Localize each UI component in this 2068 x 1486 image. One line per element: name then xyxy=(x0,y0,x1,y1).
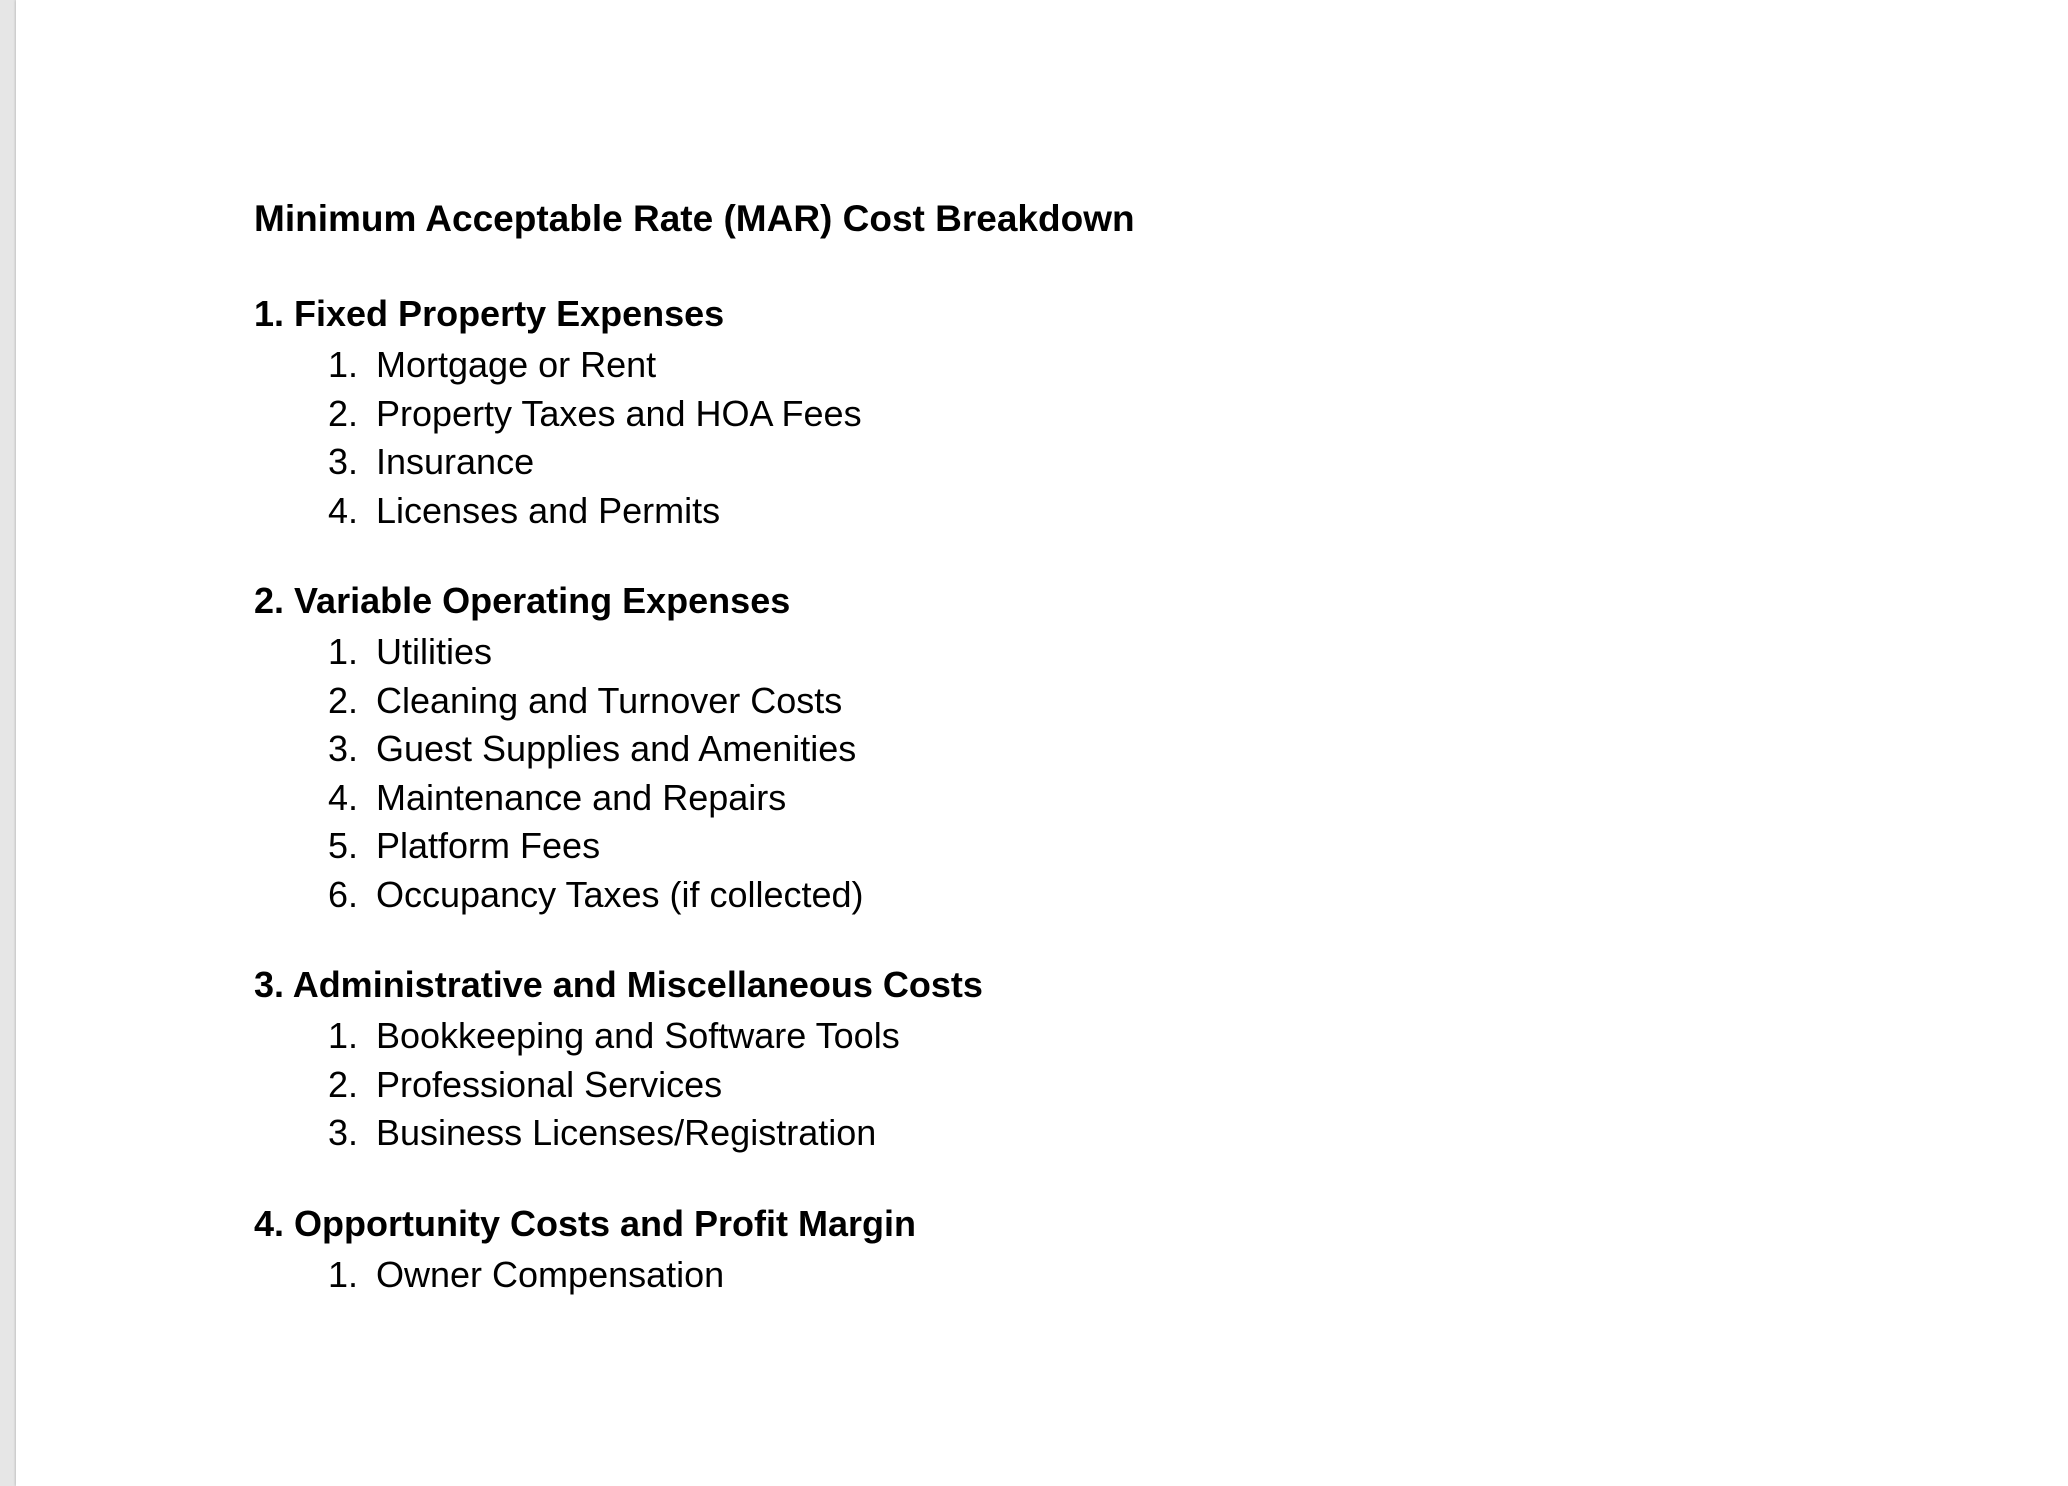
document-page xyxy=(16,0,2068,1486)
list-number: 3. xyxy=(327,728,358,769)
list-item xyxy=(254,438,1135,487)
list-item-label: Mortgage or Rent xyxy=(376,344,657,385)
list-number: 4. xyxy=(327,776,358,818)
list-item-label: Professional Services xyxy=(376,1063,723,1105)
list-item-label: Utilities xyxy=(376,631,493,672)
section-heading: 3. Administrative and Miscellaneous Costs xyxy=(254,964,983,1005)
list-item-label: Bookkeeping and Software Tools xyxy=(376,1015,900,1056)
list-number: 3. xyxy=(327,441,358,482)
list-number: 3. xyxy=(327,1112,358,1153)
list-item-label: Guest Supplies and Amenities xyxy=(376,728,857,769)
list-item-label: Licenses and Permits xyxy=(376,489,721,531)
list-item-label: Platform Fees xyxy=(376,825,601,866)
section-list xyxy=(254,1012,1135,1158)
list-item xyxy=(254,390,1135,439)
list-item xyxy=(254,1109,1135,1158)
list-number: 1. xyxy=(327,1015,358,1056)
section-list xyxy=(254,1251,1135,1300)
list-item-label: Maintenance and Repairs xyxy=(376,776,787,818)
list-number: 4. xyxy=(327,489,358,531)
list-item xyxy=(254,1251,1135,1300)
list-item-label: Owner Compensation xyxy=(376,1253,725,1295)
list-item-label: Business Licenses/Registration xyxy=(376,1112,877,1153)
section-fixed-property-expenses xyxy=(254,286,1135,535)
section-variable-operating-expenses xyxy=(254,573,1135,919)
list-item-label: Insurance xyxy=(376,441,535,482)
list-item-label: Occupancy Taxes (if collected) xyxy=(376,873,864,915)
document-title: Minimum Acceptable Rate (MAR) Cost Breakdown xyxy=(254,198,1135,239)
section-opportunity-costs xyxy=(254,1196,1135,1300)
section-heading: 1. Fixed Property Expenses xyxy=(254,293,725,334)
list-item-label: Property Taxes and HOA Fees xyxy=(376,392,862,434)
section-list xyxy=(254,341,1135,535)
list-number: 1. xyxy=(327,631,358,672)
list-number: 1. xyxy=(327,1253,358,1295)
list-number: 5. xyxy=(327,825,358,866)
list-item xyxy=(254,871,1135,920)
list-item xyxy=(254,774,1135,823)
list-item xyxy=(254,1012,1135,1061)
list-item xyxy=(254,677,1135,726)
section-heading: 2. Variable Operating Expenses xyxy=(254,580,791,621)
list-item xyxy=(254,725,1135,774)
list-item xyxy=(254,341,1135,390)
list-number: 2. xyxy=(327,679,358,721)
section-administrative-costs xyxy=(254,957,1135,1158)
list-number: 2. xyxy=(327,392,358,434)
list-item xyxy=(254,1061,1135,1110)
list-number: 2. xyxy=(327,1063,358,1105)
list-number: 6. xyxy=(327,873,358,915)
list-item xyxy=(254,822,1135,871)
document-body xyxy=(254,190,1135,1299)
list-number: 1. xyxy=(327,344,358,385)
list-item-label: Cleaning and Turnover Costs xyxy=(376,679,843,721)
section-list xyxy=(254,628,1135,919)
list-item xyxy=(254,628,1135,677)
section-heading: 4. Opportunity Costs and Profit Margin xyxy=(254,1202,917,1244)
list-item xyxy=(254,487,1135,536)
